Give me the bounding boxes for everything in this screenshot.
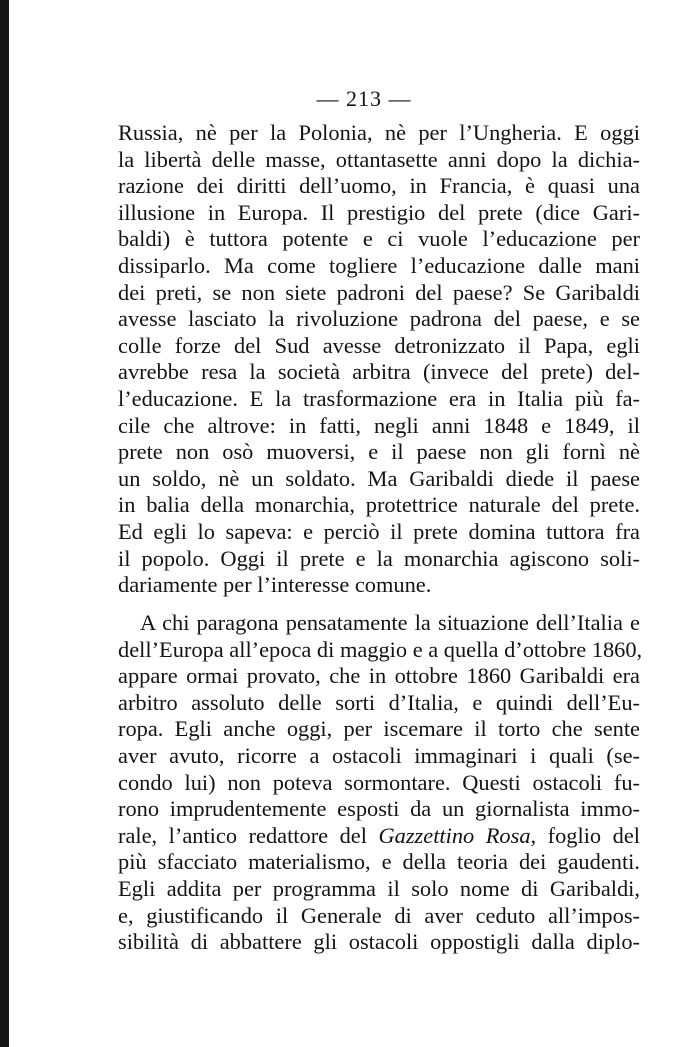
- text-line: più sfacciato materialismo, e della teoria dei gaudenti.: [118, 849, 640, 875]
- page-number: — 213 —: [316, 86, 412, 111]
- text-line: aver avuto, ricorre a ostacoli immaginari i quali (se-: [118, 742, 640, 768]
- text-line: appare ormai provato, che in ottobre 1860 Garibaldi era: [118, 663, 640, 689]
- text-line: e, giustificando il Generale di aver ceduto all’impos-: [118, 902, 640, 928]
- newspaper-title: Gazzettino Rosa: [378, 822, 531, 848]
- text-line: illusione in Europa. Il prestigio del prete (dice Gari-: [118, 199, 640, 225]
- text-line: sibilità di abbattere gli ostacoli oppostigli dalla diplo-: [118, 929, 640, 955]
- text-line: avesse lasciato la rivoluzione padrona del paese, e se: [118, 306, 640, 332]
- text-line: dell’Europa all’epoca di maggio e a quella d’ottobre 1860,: [118, 636, 643, 662]
- text-segment: , foglio del: [530, 822, 640, 848]
- text-segment: rale, l’antico redattore del: [118, 822, 379, 848]
- text-line: un soldo, nè un soldato. Ma Garibaldi diede il paese: [118, 465, 640, 491]
- text-line: rono imprudentemente esposti da un giornalista immo-: [118, 796, 640, 822]
- text-line: arbitro assoluto delle sorti d’Italia, e quindi dell’Eu-: [118, 689, 640, 715]
- text-line: avrebbe resa la società arbitra (invece del prete) del-: [118, 359, 640, 385]
- text-line: in balia della monarchia, protettrice naturale del prete.: [118, 492, 640, 518]
- text-line: baldi) è tuttora potente e ci vuole l’educazione per: [118, 226, 640, 252]
- text-line: dei preti, se non siete padroni del paese? Se Garibaldi: [118, 279, 640, 305]
- paragraph-1: [118, 120, 640, 599]
- text-line: dissiparlo. Ma come togliere l’educazione dalle mani: [118, 252, 640, 278]
- text-line: il popolo. Oggi il prete e la monarchia agiscono soli-: [118, 545, 640, 571]
- text-line: Russia, nè per la Polonia, nè per l’Ungheria. E oggi: [118, 120, 640, 145]
- paragraph-2: [118, 610, 643, 956]
- text-line: prete non osò muoversi, e il paese non gli fornì nè: [118, 439, 640, 465]
- page-binding-edge: [0, 0, 9, 1047]
- text-line: razione dei diritti dell’uomo, in Francia, è quasi una: [118, 173, 640, 199]
- text-line: Ed egli lo sapeva: e perciò il prete domina tuttora fra: [118, 518, 640, 544]
- text-line: la libertà delle masse, ottantasette anni dopo la dichia-: [118, 146, 640, 172]
- text-line: Egli addita per programma il solo nome di Garibaldi,: [118, 875, 640, 901]
- text-line: l’educazione. E la trasformazione era in Italia più fa-: [118, 385, 640, 411]
- text-line: cile che altrove: in fatti, negli anni 1848 e 1849, il: [118, 412, 640, 438]
- text-line: A chi paragona pensatamente la situazione dell’Italia e: [140, 610, 640, 635]
- text-line: colle forze del Sud avesse detronizzato il Papa, egli: [118, 332, 640, 358]
- text-line-with-italic: [118, 823, 640, 850]
- text-line: dariamente per l’interesse comune.: [118, 572, 432, 598]
- text-line: ropa. Egli anche oggi, per iscemare il torto che sente: [118, 716, 640, 742]
- text-line: condo lui) non poteva sormontare. Questi ostacoli fu-: [118, 769, 640, 795]
